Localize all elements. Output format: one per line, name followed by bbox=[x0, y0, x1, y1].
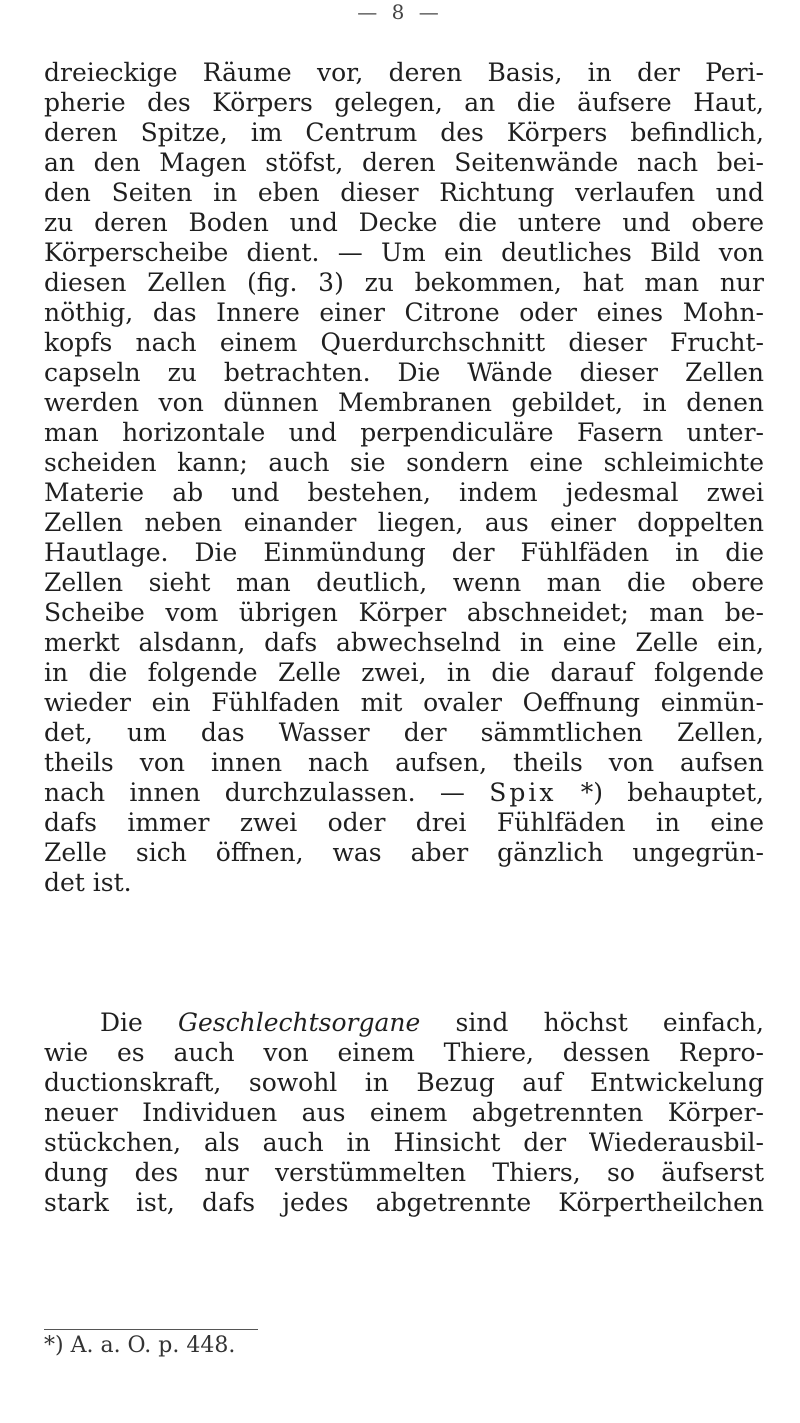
text-line: deren Spitze, im Centrum des Körpers befindlich, bbox=[44, 118, 764, 147]
text-line: det ist. bbox=[44, 868, 132, 897]
page-number: — 8 — bbox=[357, 0, 443, 24]
citation-tail: *) behauptet, bbox=[580, 778, 765, 807]
footnote-divider bbox=[44, 1329, 258, 1330]
text-fragment: nach innen durchzulassen. — bbox=[44, 778, 465, 807]
text-line: stückchen, als auch in Hinsicht der Wiederausbil- bbox=[44, 1128, 764, 1157]
text-line: nöthig, das Innere einer Citrone oder eines Mohn- bbox=[44, 298, 764, 327]
text-line: Zelle sich öffnen, was aber gänzlich ungegrün- bbox=[44, 838, 764, 867]
text-line: pherie des Körpers gelegen, an die äufsere Haut, bbox=[44, 88, 764, 117]
footnote: *) A. a. O. p. 448. bbox=[44, 1333, 236, 1358]
author-citation: Spix bbox=[489, 778, 557, 807]
text-line: werden von dünnen Membranen gebildet, in denen bbox=[44, 388, 764, 417]
text-line-with-citation bbox=[44, 778, 764, 808]
text-line: merkt alsdann, dafs abwechselnd in eine Zelle ein, bbox=[44, 628, 764, 657]
text-line: an den Magen stöfst, deren Seitenwände nach bei- bbox=[44, 148, 764, 177]
text-fragment: Die bbox=[100, 1008, 143, 1037]
paragraph-2 bbox=[44, 1008, 764, 1218]
text-line: scheiden kann; auch sie sondern eine schleimichte bbox=[44, 448, 764, 477]
text-line: dafs immer zwei oder drei Fühlfäden in eine bbox=[44, 808, 764, 837]
text-line: wie es auch von einem Thiere, dessen Repro- bbox=[44, 1038, 764, 1067]
text-line: in die folgende Zelle zwei, in die darauf folgende bbox=[44, 658, 764, 687]
text-line: Körperscheibe dient. — Um ein deutliches Bild von bbox=[44, 238, 764, 267]
text-line: ductionskraft, sowohl in Bezug auf Entwickelung bbox=[44, 1068, 764, 1097]
text-line: zu deren Boden und Decke die untere und obere bbox=[44, 208, 764, 237]
text-line: man horizontale und perpendiculäre Fasern unter- bbox=[44, 418, 764, 447]
emphasized-term: Geschlechtsorgane bbox=[178, 1008, 421, 1037]
text-line: kopfs nach einem Querdurchschnitt dieser Frucht- bbox=[44, 328, 764, 357]
text-line: Zellen neben einander liegen, aus einer doppelten bbox=[44, 508, 764, 537]
text-line: diesen Zellen (fig. 3) zu bekommen, hat man nur bbox=[44, 268, 764, 297]
text-line: dreieckige Räume vor, deren Basis, in der Peri- bbox=[44, 58, 764, 87]
text-fragment: sind höchst einfach, bbox=[455, 1008, 765, 1037]
text-line: wieder ein Fühlfaden mit ovaler Oeffnung einmün- bbox=[44, 688, 764, 717]
text-line-first bbox=[44, 1008, 764, 1038]
text-line: neuer Individuen aus einem abgetrennten Körper- bbox=[44, 1098, 764, 1127]
text-line: det, um das Wasser der sämmtlichen Zellen, bbox=[44, 718, 764, 747]
text-line: Hautlage. Die Einmündung der Fühlfäden in die bbox=[44, 538, 764, 567]
text-line: dung des nur verstümmelten Thiers, so äufserst bbox=[44, 1158, 764, 1187]
paragraph-1 bbox=[44, 58, 764, 898]
text-line: den Seiten in eben dieser Richtung verlaufen und bbox=[44, 178, 764, 207]
text-line: theils von innen nach aufsen, theils von aufsen bbox=[44, 748, 764, 777]
text-line: capseln zu betrachten. Die Wände dieser Zellen bbox=[44, 358, 764, 387]
text-line: Zellen sieht man deutlich, wenn man die obere bbox=[44, 568, 764, 597]
text-line: Materie ab und bestehen, indem jedesmal zwei bbox=[44, 478, 764, 507]
text-line: Scheibe vom übrigen Körper abschneidet; man be- bbox=[44, 598, 764, 627]
text-line: stark ist, dafs jedes abgetrennte Körpertheilchen bbox=[44, 1188, 764, 1217]
